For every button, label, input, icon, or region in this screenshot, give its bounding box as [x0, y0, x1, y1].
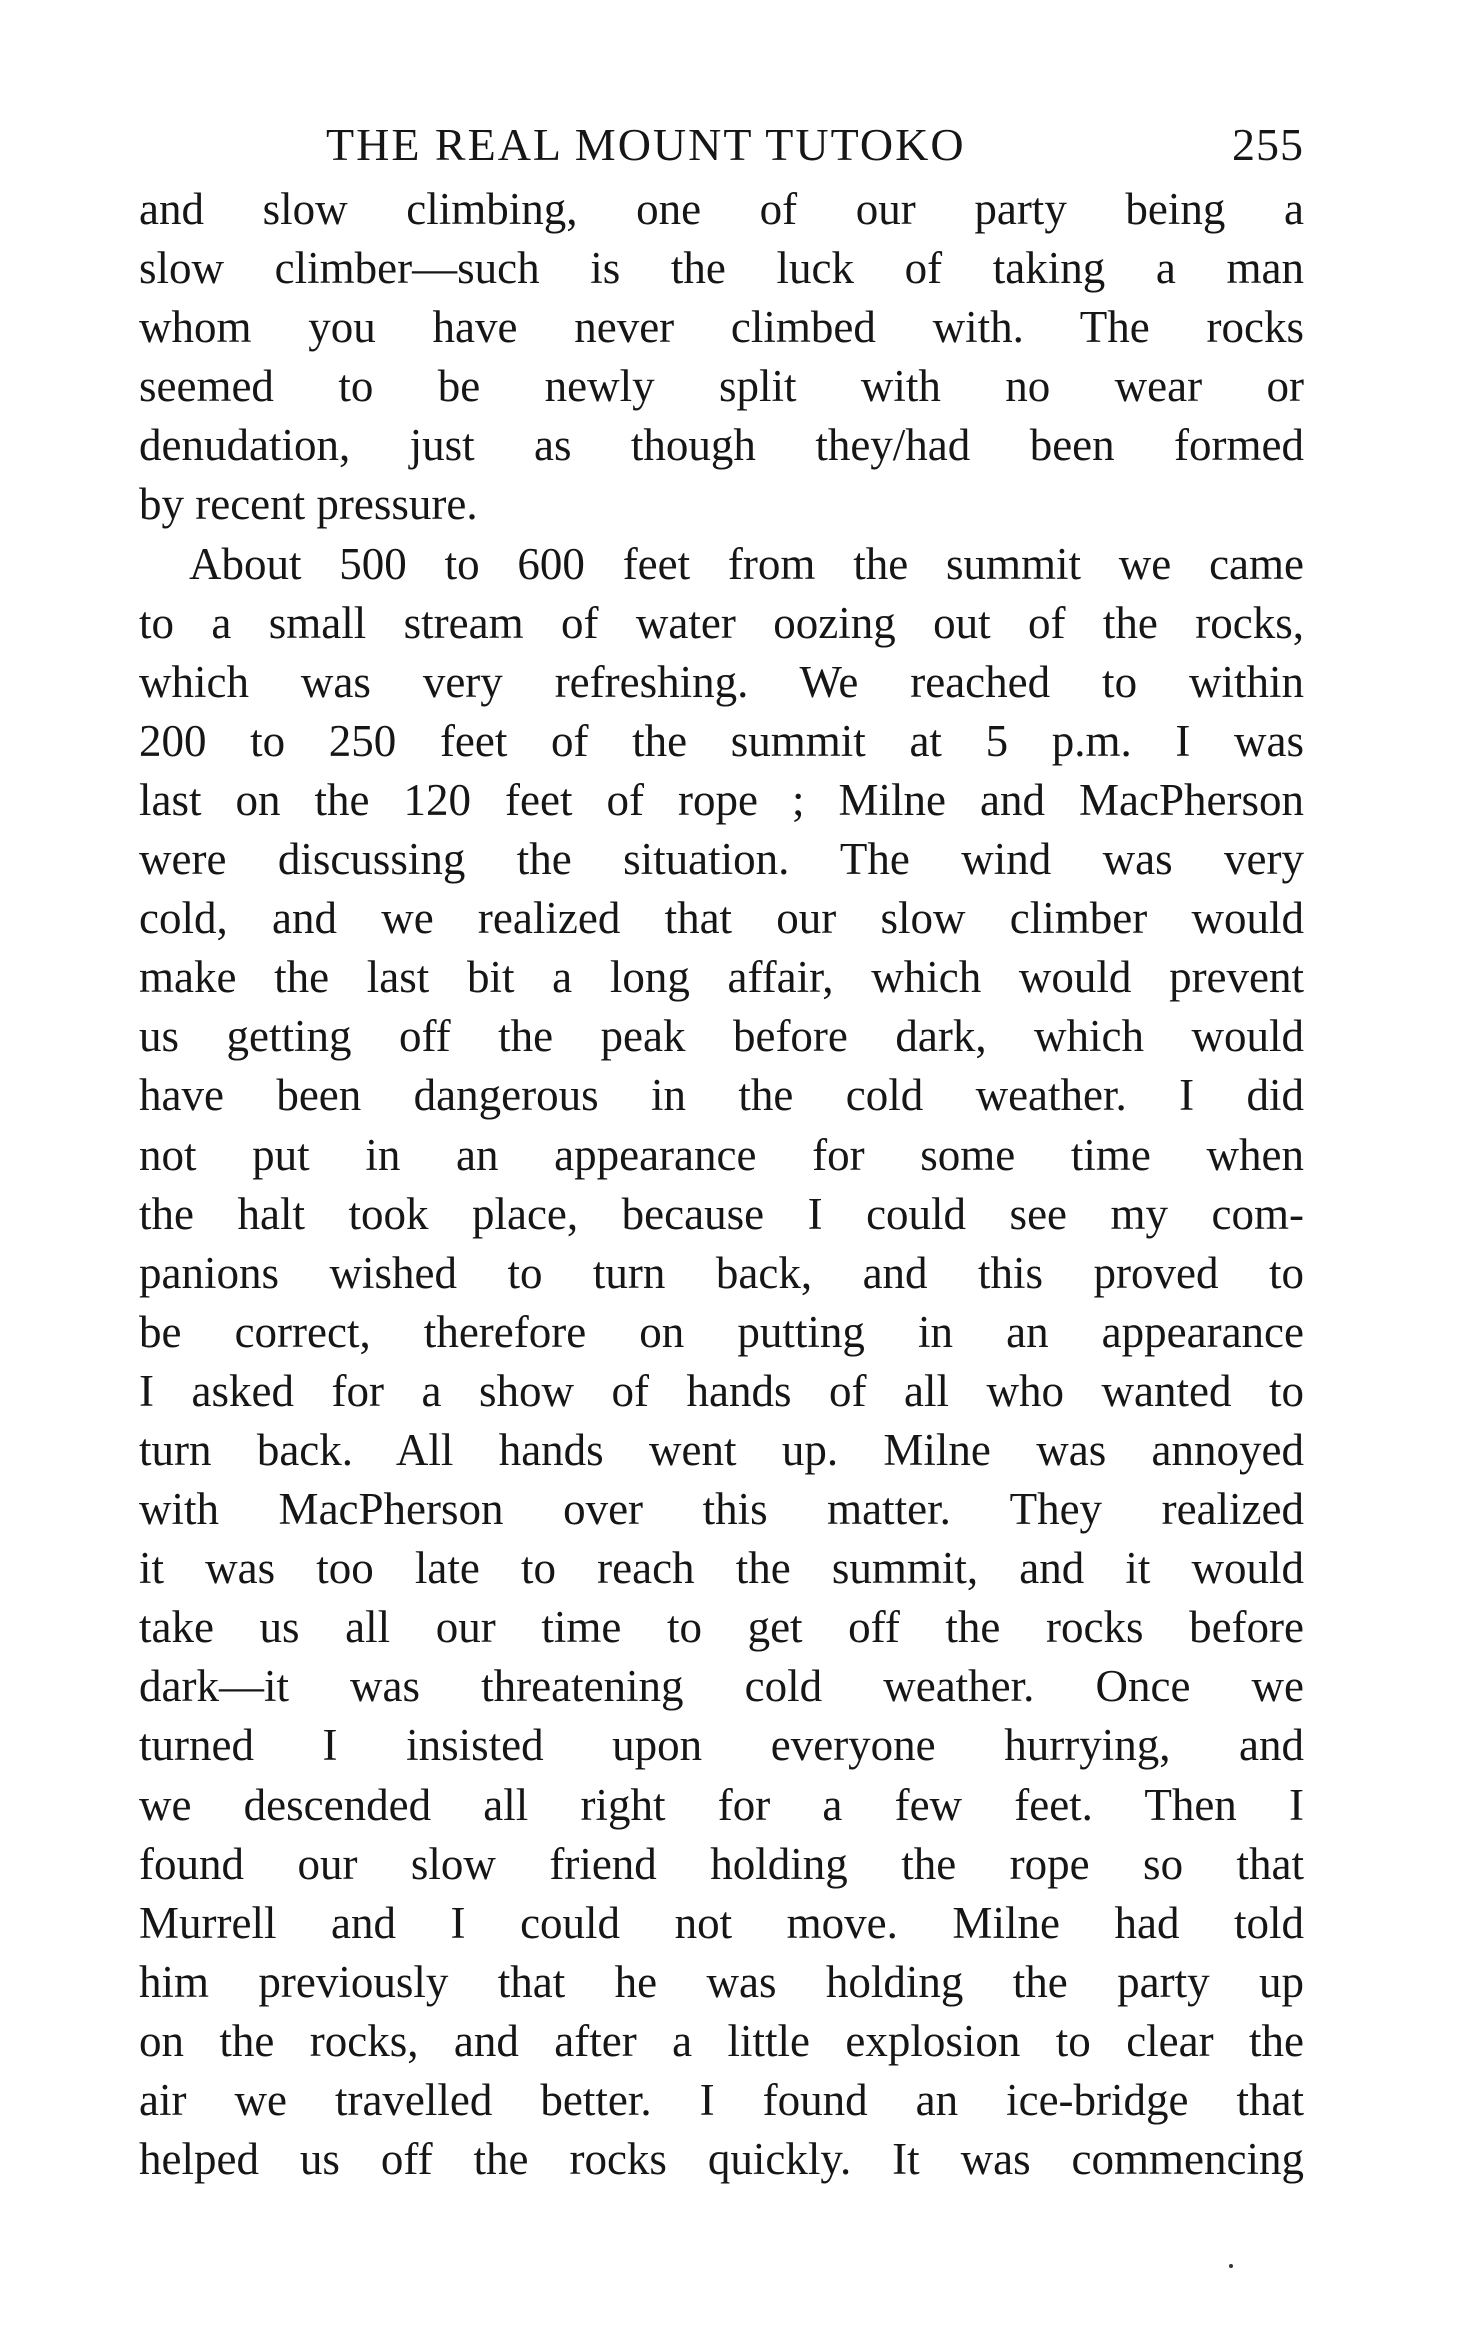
body-text — [139, 180, 1304, 2189]
text-line: on the rocks, and after a little explosion to clear the — [139, 2015, 1304, 2066]
text-line: slow climber—such is the luck of taking a man — [139, 243, 1304, 294]
text-line: I asked for a show of hands of all who wanted to — [139, 1365, 1304, 1416]
text-line: denudation, just as though they/had been formed — [139, 420, 1304, 471]
text-line: turn back. All hands went up. Milne was annoyed — [139, 1424, 1304, 1475]
running-title: THE REAL MOUNT TUTOKO — [326, 119, 966, 170]
text-line: 200 to 250 feet of the summit at 5 p.m. I was — [139, 715, 1304, 766]
text-line: the halt took place, because I could see my com- — [139, 1188, 1304, 1239]
print-speck — [1229, 2264, 1233, 2268]
text-line: found our slow friend holding the rope so that — [139, 1838, 1304, 1889]
text-line: whom you have never climbed with. The rocks — [139, 302, 1304, 353]
text-line: us getting off the peak before dark, which would — [139, 1011, 1304, 1062]
text-line: dark—it was threatening cold weather. Once we — [139, 1661, 1304, 1712]
text-line: it was too late to reach the summit, and it would — [139, 1543, 1304, 1594]
text-line: last on the 120 feet of rope ; Milne and MacPherson — [139, 774, 1304, 825]
page-number: 255 — [1232, 119, 1304, 170]
paragraph-2 — [139, 535, 1304, 2190]
text-line: not put in an appearance for some time when — [139, 1129, 1304, 1180]
text-line: helped us off the rocks quickly. It was commencing — [139, 2134, 1304, 2185]
text-line: were discussing the situation. The wind was very — [139, 834, 1304, 885]
text-line: seemed to be newly split with no wear or — [139, 361, 1304, 412]
text-line: take us all our time to get off the rocks before — [139, 1602, 1304, 1653]
text-line: turned I insisted upon everyone hurrying, and — [139, 1720, 1304, 1771]
text-line: panions wished to turn back, and this proved to — [139, 1247, 1304, 1298]
text-line: we descended all right for a few feet. Then I — [139, 1779, 1304, 1830]
text-line: make the last bit a long affair, which would prevent — [139, 952, 1304, 1003]
paragraph-1 — [139, 180, 1304, 535]
text-line: him previously that he was holding the party up — [139, 1956, 1304, 2007]
text-line: and slow climbing, one of our party being a — [139, 184, 1304, 234]
text-line: with MacPherson over this matter. They realized — [139, 1484, 1304, 1535]
text-line: be correct, therefore on putting in an appearance — [139, 1306, 1304, 1357]
text-line: which was very refreshing. We reached to within — [139, 656, 1304, 707]
text-line: About 500 to 600 feet from the summit we came — [189, 538, 1304, 589]
text-line: Murrell and I could not move. Milne had told — [139, 1897, 1304, 1948]
text-line: have been dangerous in the cold weather. I did — [139, 1070, 1304, 1121]
text-line: to a small stream of water oozing out of the rocks, — [139, 597, 1304, 648]
book-page — [139, 118, 1304, 2189]
running-head — [139, 118, 1304, 180]
text-line: by recent pressure. — [139, 479, 478, 530]
text-line: air we travelled better. I found an ice-bridge that — [139, 2075, 1304, 2125]
text-line: cold, and we realized that our slow climber would — [139, 893, 1304, 944]
